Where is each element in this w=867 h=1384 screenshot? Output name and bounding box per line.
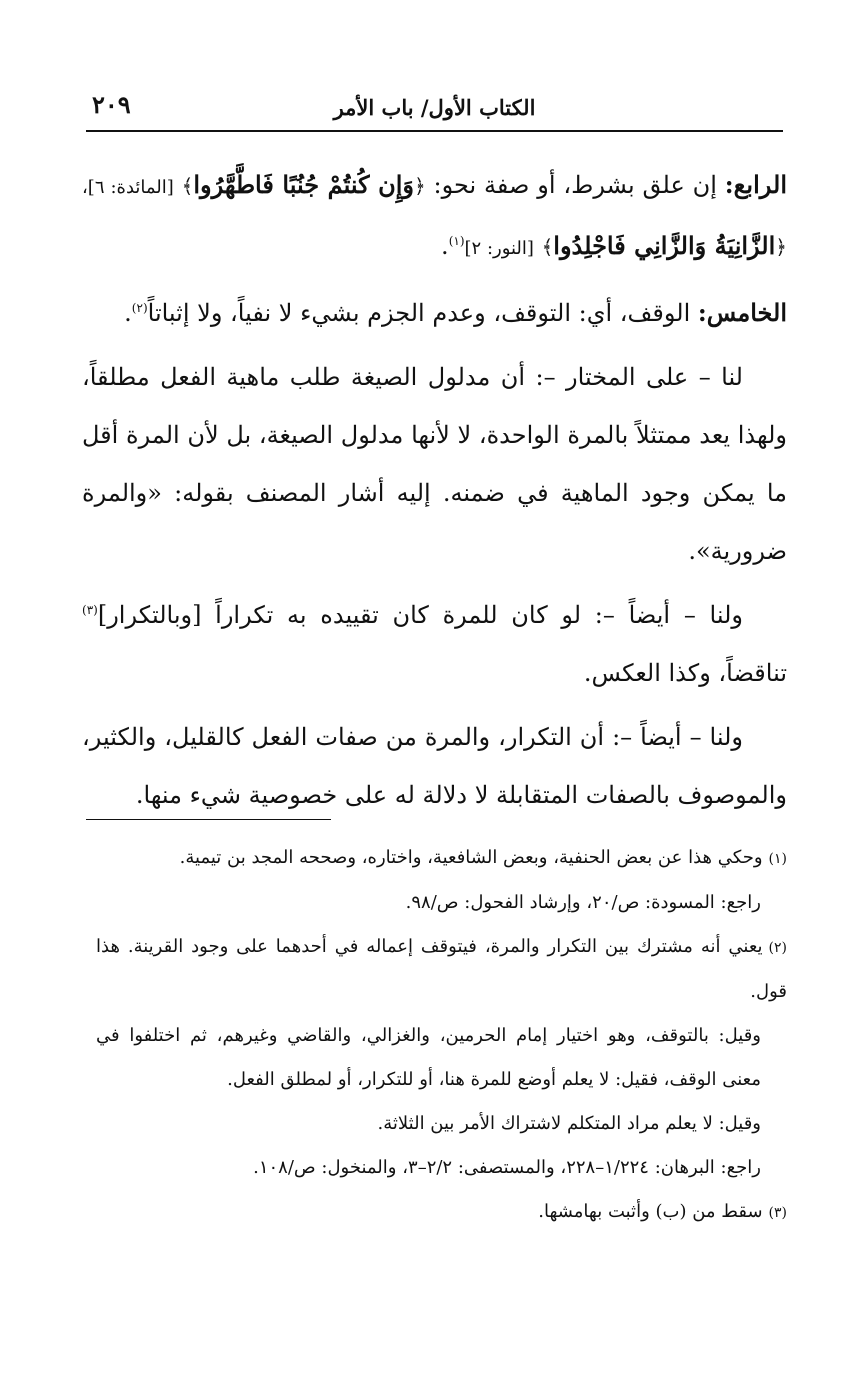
- paragraph-text: تناقضاً، وكذا العكس.: [583, 659, 787, 687]
- verse-source: [النور: ٢]: [464, 238, 534, 259]
- page-number: ٢٠٩: [92, 90, 131, 119]
- main-text: [82, 156, 787, 830]
- footnote-1-reference: راجع: المسودة: ص/٢٠، وإرشاد الفحول: ص/٩٨.: [405, 892, 761, 913]
- footnotes: [96, 836, 787, 1235]
- running-header: [86, 90, 783, 124]
- footnote-2-reference: راجع: البرهان: ١/٢٢٤–٢٢٨، والمستصفى: ٢/٢–٣، والمنخول: ص/١٠٨.: [253, 1157, 761, 1178]
- verse-close-bracket: ﴾: [181, 174, 194, 198]
- footnote-number: (٣): [768, 1205, 787, 1221]
- section-lead: الرابع:: [724, 170, 787, 199]
- paragraph-text: إن علق بشرط، أو صفة نحو:: [433, 171, 717, 199]
- verse-open-bracket: ﴿: [775, 235, 787, 259]
- verse-source: [المائدة: ٦]،: [82, 177, 174, 198]
- paragraph-text: الوقف، أي: التوقف، وعدم الجزم بشيء لا نفياً، ولا إثباتاً: [147, 299, 691, 327]
- paragraph-text: ولنا – أيضاً –: لو كان للمرة كان تقييده به تكراراً [وبالتكرار]: [97, 601, 743, 629]
- footnote-3: [96, 1190, 787, 1235]
- quran-verse: وَإِن كُنتُمْ جُنُبًا فَاطَّهَّرُوا: [193, 170, 414, 199]
- section-lead: الخامس:: [697, 298, 787, 327]
- footnote-1: [96, 836, 787, 881]
- footnote-text: سقط من (ب) وأثبت بهامشها.: [538, 1201, 763, 1222]
- paragraph-end: .: [441, 232, 449, 260]
- footnote-text: يعني أنه مشترك بين التكرار والمرة، فيتوقف إعماله في أحدهما على وجود القرينة. هذا قول.: [96, 936, 787, 1002]
- verse-close-bracket: ﴾: [541, 235, 554, 259]
- footnote-separator: [86, 819, 331, 820]
- paragraph-fifth: [82, 284, 787, 342]
- footnote-ref[interactable]: (٢): [131, 301, 148, 315]
- footnote-2-paragraph: وقيل: بالتوقف، وهو اختيار إمام الحرمين، والغزالي، والقاضي وغيرهم، ثم اختلفوا في معنى الوقف، فقيل: لا يعلم أوضع للمرة هنا، أو للتكرار، أو لمطلق الفعل.: [96, 1025, 761, 1090]
- paragraph-end: .: [124, 299, 132, 327]
- paragraph-fourth: [82, 156, 787, 278]
- footnote-number: (١): [768, 851, 787, 867]
- paragraph-argument-3: ولنا – أيضاً –: أن التكرار، والمرة من صفات الفعل كالقليل، والكثير، والموصوف بالصفات المتقابلة لا دلالة له على خصوصية شيء منها.: [82, 723, 787, 809]
- footnote-text: وحكي هذا عن بعض الحنفية، وبعض الشافعية، واختاره، وصححه المجد بن تيمية.: [179, 847, 763, 868]
- chapter-title: الكتاب الأول/ باب الأمر: [333, 94, 536, 120]
- footnote-ref[interactable]: (١): [448, 234, 465, 248]
- paragraph-argument-1: لنا – على المختار –: أن مدلول الصيغة طلب ماهية الفعل مطلقاً، ولهذا يعد ممتثلاً بالمرة الواحدة، لا لأنها مدلول الصيغة، بل لأن المرة أقل ما يمكن وجود الماهية في ضمنه. إليه أشار المصنف بقوله: «والمرة ضرورية».: [82, 363, 787, 565]
- footnote-ref[interactable]: (٣): [82, 603, 98, 617]
- quran-verse: الزَّانِيَةُ وَالزَّانِي فَاجْلِدُوا: [553, 231, 776, 260]
- footnote-2-paragraph: وقيل: لا يعلم مراد المتكلم لاشتراك الأمر بين الثلاثة.: [377, 1113, 761, 1134]
- paragraph-argument-2: [82, 586, 787, 702]
- footnote-2: [96, 925, 787, 1014]
- header-rule: [86, 130, 783, 132]
- footnote-number: (٢): [768, 940, 787, 956]
- verse-open-bracket: ﴿: [413, 174, 426, 198]
